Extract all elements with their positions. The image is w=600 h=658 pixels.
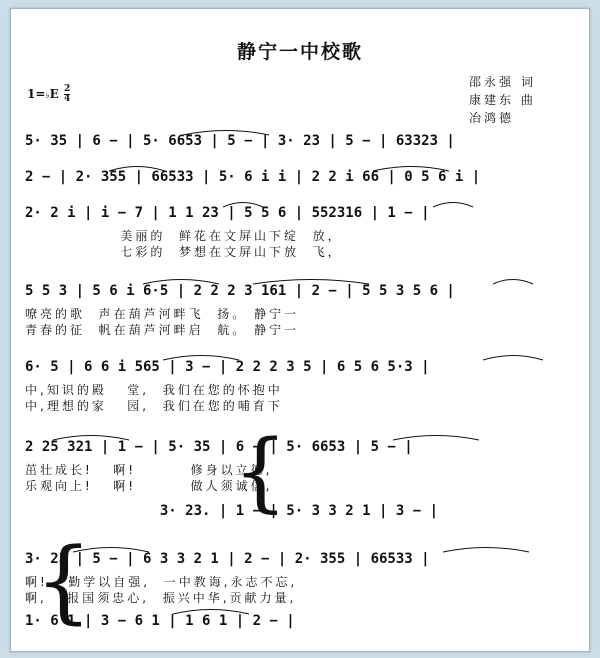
meter-denominator: 4 <box>64 94 71 104</box>
lyric-line-4b: 青春的征 帆在葫芦河畔启 航。 静宁一 <box>25 323 300 337</box>
slur-line-3b <box>431 198 475 208</box>
notation-line-3: 2· 2 i | i − 7 | 1 1 23 | 5 5 6 | 552316 | 1 − | <box>25 205 430 221</box>
flat-sign: ♭ <box>45 91 50 101</box>
arranger-credit: 冶鸿德 <box>469 111 515 125</box>
key-signature <box>27 85 70 104</box>
slur-line-2 <box>107 162 167 172</box>
slur-line-4 <box>141 275 221 285</box>
meter-numerator: 2 <box>64 84 71 94</box>
notation-line-2: 2 − | 2· 355 | 66533 | 5· 6 i i | 2 2 i 66 | 0 5 6 i | <box>25 169 481 185</box>
slur-line-8b <box>441 543 531 553</box>
slur-line-2b <box>371 162 451 172</box>
slur-line-8 <box>71 543 151 553</box>
notation-line-5: 6· 5 | 6 6 i 565 | 3 − | 2 2 2 3 5 | 6 5 6 5·3 | <box>25 359 430 375</box>
notation-line-9: 1· 6 1 | 3 − 6 1 | 1 6 1 | 2 − | <box>25 613 295 629</box>
score-page <box>10 8 590 652</box>
slur-line-3 <box>221 198 265 208</box>
song-title: 静宁一中校歌 <box>236 41 363 63</box>
slur-line-9 <box>171 605 251 615</box>
lyric-line-6b: 乐观向上! 啊! 做人须诚信, <box>25 479 273 493</box>
lyric-line-4a: 嘹亮的歌 声在葫芦河畔飞 扬。 静宁一 <box>25 307 300 321</box>
key-note: E <box>49 87 59 101</box>
slur-line-6b <box>391 431 481 441</box>
notation-line-1: 5· 35 | 6 − | 5· 6653 | 5 − | 3· 23 | 5 − | 63323 | <box>25 133 455 149</box>
slur-line-4c <box>491 275 535 285</box>
brace-8: { <box>35 529 93 634</box>
slur-line-6 <box>51 431 131 441</box>
lyric-line-8a: 啊! 勤学以自强, 一中教诲,永志不忘, <box>25 575 298 589</box>
notation-line-7: 3· 23. | 1 − | 5· 3 3 2 1 | 3 − | <box>25 503 439 519</box>
lyric-line-3a: 美丽的 鲜花在文屏山下绽 放， <box>25 229 343 243</box>
slur-line-5b <box>481 351 545 361</box>
slur-line-1 <box>181 126 271 136</box>
lyricist-credit: 邵永强 词 <box>469 75 536 89</box>
notation-line-4: 5 5 3 | 5 6 i 6·5 | 2 2 2 3 161 | 2 − | 5 5 3 5 6 | <box>25 283 455 299</box>
notation-line-8: 3· 23 | 5 − | 6 3 3 2 1 | 2 − | 2· 355 | 66533 | <box>25 551 430 567</box>
time-signature <box>64 85 70 104</box>
notation-line-6: 2 25 321 | 1 − | 5· 35 | 6 − | 5· 6653 | 5 − | <box>25 439 413 455</box>
brace-6: { <box>233 422 288 522</box>
lyric-line-6a: 茁壮成长! 啊! 修身以立德, <box>25 463 273 477</box>
slur-line-4b <box>251 275 371 285</box>
lyric-line-8b: 啊, 报国须忠心, 振兴中华,贡献力量, <box>25 591 297 605</box>
slur-line-5 <box>161 351 241 361</box>
lyric-line-3b: 七彩的 梦想在文屏山下放 飞， <box>25 245 343 259</box>
lyric-line-5b: 中,理想的家 园, 我们在您的哺育下 <box>25 399 283 413</box>
composer-credit: 康建东 曲 <box>469 93 536 107</box>
lyric-line-5a: 中,知识的殿 堂, 我们在您的怀抱中 <box>25 383 283 397</box>
key-prefix: 1= <box>27 87 46 101</box>
